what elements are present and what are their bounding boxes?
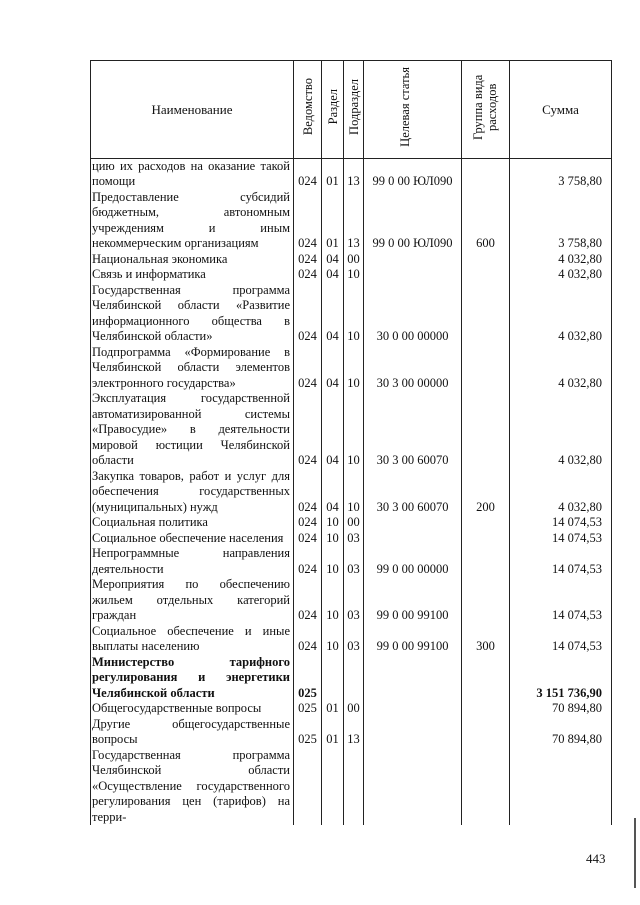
- cell-celevaya: [364, 267, 462, 283]
- table-row: [91, 158, 612, 190]
- cell-gruppa: [462, 531, 510, 547]
- cell-name: Общегосударственные вопросы: [91, 701, 294, 717]
- header-gruppa-cell: [462, 61, 510, 159]
- cell-celevaya: [364, 748, 462, 826]
- header-summa: Сумма: [510, 61, 612, 159]
- cell-gruppa: 200: [462, 469, 510, 516]
- cell-summa: 70 894,80: [510, 701, 612, 717]
- cell-gruppa: [462, 283, 510, 345]
- cell-name: Государственная программа Челябинской области «Развитие информационного общества в Челябинской области»: [91, 283, 294, 345]
- cell-name: Эксплуатация государственной автоматизированной системы «Правосудие» в деятельности мировой юстиции Челябинской области: [91, 391, 294, 469]
- cell-ved: 025: [294, 655, 322, 702]
- cell-name: Закупка товаров, работ и услуг для обеспечения государственных (муниципальных) нужд: [91, 469, 294, 516]
- cell-name: Связь и информатика: [91, 267, 294, 283]
- header-celevaya-cell: [364, 61, 462, 159]
- cell-ved: 024: [294, 546, 322, 577]
- cell-gruppa: 600: [462, 190, 510, 252]
- cell-celevaya: 30 3 00 00000: [364, 345, 462, 392]
- cell-razdel: 10: [322, 577, 344, 624]
- cell-name: цию их расходов на оказание такой помощи: [91, 158, 294, 190]
- cell-name: Социальное обеспечение и иные выплаты населению: [91, 624, 294, 655]
- table-row: [91, 283, 612, 345]
- cell-podrazdel: 00: [344, 252, 364, 268]
- cell-podrazdel: 00: [344, 515, 364, 531]
- budget-table: [90, 60, 612, 825]
- cell-name: Социальное обеспечение населения: [91, 531, 294, 547]
- header-razdel-cell: [322, 61, 344, 159]
- cell-razdel: 01: [322, 158, 344, 190]
- table-body: [91, 158, 612, 825]
- cell-gruppa: [462, 345, 510, 392]
- cell-ved: 024: [294, 391, 322, 469]
- cell-razdel: [322, 655, 344, 702]
- cell-podrazdel: 10: [344, 391, 364, 469]
- cell-razdel: 04: [322, 469, 344, 516]
- budget-table-wrap: [90, 60, 611, 825]
- cell-ved: 024: [294, 515, 322, 531]
- scan-edge-mark: [634, 818, 636, 888]
- table-row: [91, 252, 612, 268]
- cell-name: Подпрограмма «Формирование в Челябинской области элементов электронного государства»: [91, 345, 294, 392]
- cell-razdel: 04: [322, 345, 344, 392]
- table-row: [91, 577, 612, 624]
- cell-gruppa: [462, 748, 510, 826]
- cell-gruppa: [462, 391, 510, 469]
- cell-name: Социальная политика: [91, 515, 294, 531]
- cell-podrazdel: 03: [344, 531, 364, 547]
- cell-ved: 024: [294, 158, 322, 190]
- cell-celevaya: [364, 252, 462, 268]
- cell-summa: 3 758,80: [510, 158, 612, 190]
- cell-name: Государственная программа Челябинской области «Осуществление государственного регулирования цен (тарифов) на терри-: [91, 748, 294, 826]
- table-row: [91, 624, 612, 655]
- cell-gruppa: [462, 158, 510, 190]
- cell-celevaya: 99 0 00 ЮЛ090: [364, 158, 462, 190]
- table-row: [91, 267, 612, 283]
- cell-gruppa: [462, 252, 510, 268]
- cell-ved: 024: [294, 577, 322, 624]
- cell-summa: 14 074,53: [510, 624, 612, 655]
- cell-celevaya: [364, 717, 462, 748]
- cell-summa: 14 074,53: [510, 577, 612, 624]
- table-row: [91, 345, 612, 392]
- cell-summa: 14 074,53: [510, 546, 612, 577]
- cell-ved: 024: [294, 190, 322, 252]
- cell-ved: 024: [294, 531, 322, 547]
- cell-ved: 024: [294, 267, 322, 283]
- cell-name: Другие общегосударственные вопросы: [91, 717, 294, 748]
- cell-razdel: 04: [322, 267, 344, 283]
- cell-gruppa: 300: [462, 624, 510, 655]
- header-ved: Ведомство: [300, 78, 315, 136]
- cell-podrazdel: 03: [344, 577, 364, 624]
- header-name: Наименование: [91, 61, 294, 159]
- cell-podrazdel: 13: [344, 190, 364, 252]
- cell-ved: 024: [294, 252, 322, 268]
- header-podrazdel: Подраздел: [346, 79, 361, 135]
- cell-ved: 024: [294, 624, 322, 655]
- cell-razdel: 10: [322, 624, 344, 655]
- cell-celevaya: 99 0 00 ЮЛ090: [364, 190, 462, 252]
- cell-summa: 14 074,53: [510, 515, 612, 531]
- cell-gruppa: [462, 546, 510, 577]
- cell-podrazdel: 03: [344, 546, 364, 577]
- table-row: [91, 515, 612, 531]
- cell-summa: 3 151 736,90: [510, 655, 612, 702]
- cell-celevaya: 30 3 00 60070: [364, 391, 462, 469]
- cell-podrazdel: 10: [344, 267, 364, 283]
- cell-summa: 70 894,80: [510, 717, 612, 748]
- cell-summa: 3 758,80: [510, 190, 612, 252]
- cell-razdel: 04: [322, 391, 344, 469]
- cell-podrazdel: 10: [344, 283, 364, 345]
- cell-summa: 4 032,80: [510, 252, 612, 268]
- cell-celevaya: [364, 701, 462, 717]
- cell-gruppa: [462, 717, 510, 748]
- cell-celevaya: 99 0 00 99100: [364, 624, 462, 655]
- cell-podrazdel: [344, 655, 364, 702]
- cell-podrazdel: 10: [344, 345, 364, 392]
- cell-name: Национальная экономика: [91, 252, 294, 268]
- cell-celevaya: [364, 515, 462, 531]
- cell-razdel: 10: [322, 531, 344, 547]
- cell-gruppa: [462, 701, 510, 717]
- cell-name: Непрограммные направления деятельности: [91, 546, 294, 577]
- header-ved-cell: [294, 61, 322, 159]
- cell-ved: 024: [294, 345, 322, 392]
- cell-ved: 025: [294, 701, 322, 717]
- cell-razdel: 04: [322, 283, 344, 345]
- cell-razdel: 01: [322, 717, 344, 748]
- cell-ved: 024: [294, 469, 322, 516]
- cell-gruppa: [462, 267, 510, 283]
- cell-celevaya: [364, 531, 462, 547]
- cell-podrazdel: 13: [344, 717, 364, 748]
- cell-razdel: 10: [322, 546, 344, 577]
- cell-celevaya: 30 0 00 00000: [364, 283, 462, 345]
- cell-ved: 024: [294, 283, 322, 345]
- cell-razdel: [322, 748, 344, 826]
- header-celevaya: Целевая статья: [397, 67, 412, 147]
- cell-ved: 025: [294, 717, 322, 748]
- cell-summa: 4 032,80: [510, 345, 612, 392]
- table-row: [91, 655, 612, 702]
- cell-podrazdel: 03: [344, 624, 364, 655]
- cell-gruppa: [462, 515, 510, 531]
- cell-summa: 4 032,80: [510, 283, 612, 345]
- cell-name: Министерство тарифного регулирования и энергетики Челябинской области: [91, 655, 294, 702]
- cell-podrazdel: 13: [344, 158, 364, 190]
- page-number: 443: [586, 851, 606, 866]
- header-razdel: Раздел: [325, 89, 340, 125]
- cell-gruppa: [462, 655, 510, 702]
- cell-podrazdel: [344, 748, 364, 826]
- cell-ved: [294, 748, 322, 826]
- header-gruppa: Группа вида расходов: [470, 74, 499, 140]
- table-row: [91, 190, 612, 252]
- table-header: [91, 61, 612, 159]
- table-row: [91, 748, 612, 826]
- cell-podrazdel: 00: [344, 701, 364, 717]
- table-row: [91, 531, 612, 547]
- table-row: [91, 391, 612, 469]
- table-row: [91, 546, 612, 577]
- header-podrazdel-cell: [344, 61, 364, 159]
- cell-celevaya: 99 0 00 99100: [364, 577, 462, 624]
- table-row: [91, 717, 612, 748]
- cell-gruppa: [462, 577, 510, 624]
- cell-razdel: 01: [322, 701, 344, 717]
- cell-podrazdel: 10: [344, 469, 364, 516]
- cell-celevaya: [364, 655, 462, 702]
- cell-razdel: 10: [322, 515, 344, 531]
- cell-razdel: 01: [322, 190, 344, 252]
- cell-razdel: 04: [322, 252, 344, 268]
- cell-name: Мероприятия по обеспечению жильем отдельных категорий граждан: [91, 577, 294, 624]
- cell-celevaya: 99 0 00 00000: [364, 546, 462, 577]
- cell-celevaya: 30 3 00 60070: [364, 469, 462, 516]
- cell-summa: 4 032,80: [510, 469, 612, 516]
- table-row: [91, 701, 612, 717]
- table-row: [91, 469, 612, 516]
- cell-summa: 4 032,80: [510, 391, 612, 469]
- cell-summa: [510, 748, 612, 826]
- cell-name: Предоставление субсидий бюджетным, автономным учреждениям и иным некоммерческим организациям: [91, 190, 294, 252]
- cell-summa: 4 032,80: [510, 267, 612, 283]
- cell-summa: 14 074,53: [510, 531, 612, 547]
